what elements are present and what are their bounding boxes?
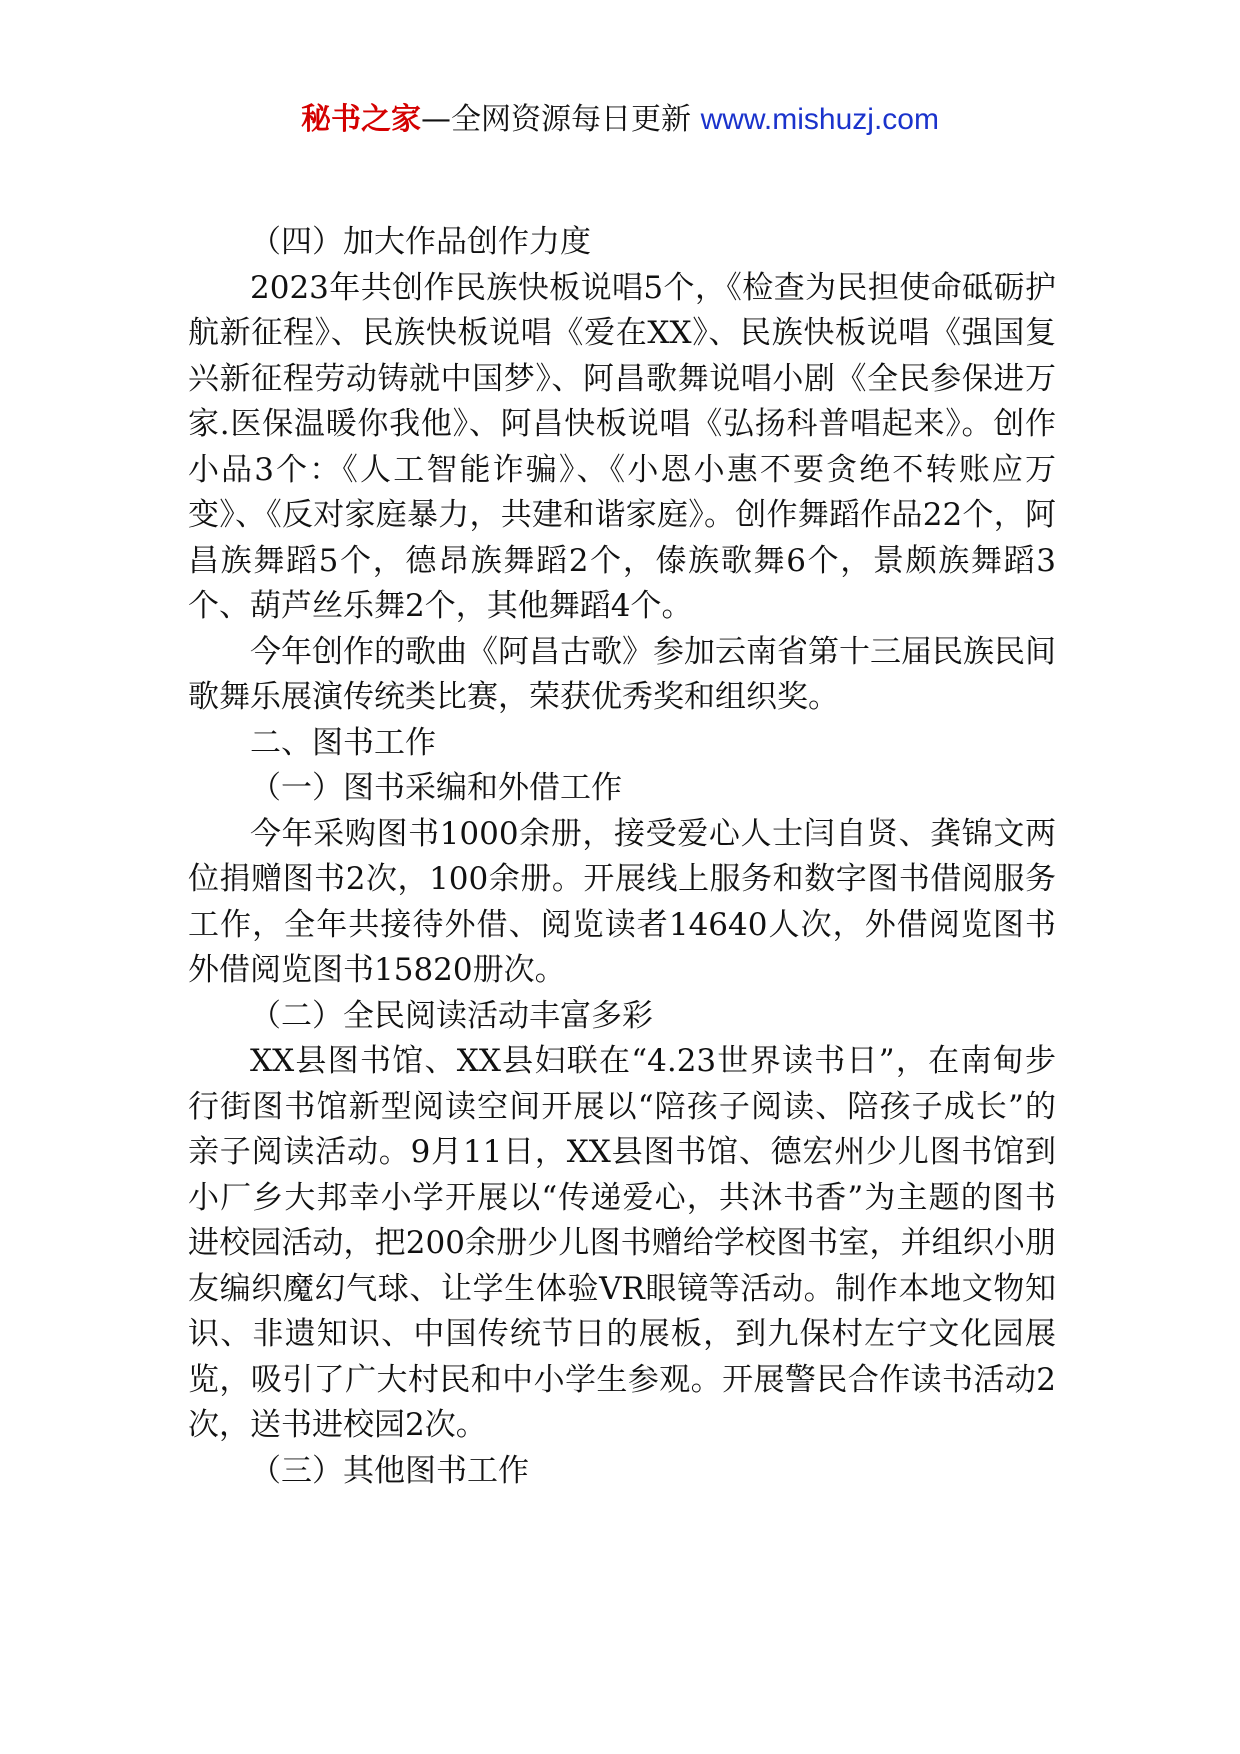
paragraph-song-award: 今年创作的歌曲《阿昌古歌》参加云南省第十三届民族民间歌舞乐展演传统类比赛，荣获优秀奖和组织奖。 bbox=[188, 633, 1056, 715]
section-heading-1-acquisition: （一）图书采编和外借工作 bbox=[250, 770, 622, 806]
section-heading-2-reading: （二）全民阅读活动丰富多彩 bbox=[250, 997, 653, 1034]
brand-name: 秘书之家 bbox=[301, 102, 422, 137]
document-body bbox=[188, 220, 1056, 1494]
paragraph-reading-activities: XX县图书馆、XX县妇联在“4.23世界读书日”，在南甸步行街图书馆新型阅读空间开展以“陪孩子阅读、陪孩子成长”的亲子阅读活动。9月11日，XX县图书馆、德宏州少儿图书馆到小厂乡大邦幸小学开展以“传递爱心，共沐书香”为主题的图书进校园活动，把200余册少儿图书赠给学校图书室，并组织小朋友编织魔幻气球、让学生体验VR眼镜等活动。制作本地文物知识、非遗知识、中国传统节日的展板，到九保村左宁文化园展览，吸引了广大村民和中小学生参观。开展警民合作读书活动2次，送书进校园2次。 bbox=[188, 1043, 1056, 1443]
section-heading-3-other: （三）其他图书工作 bbox=[250, 1452, 529, 1489]
site-header bbox=[0, 100, 1240, 140]
site-url-link[interactable]: www.mishuzj.com bbox=[700, 103, 939, 136]
section-heading-library-work: 二、图书工作 bbox=[250, 724, 436, 761]
section-heading-4-creation: （四）加大作品创作力度 bbox=[250, 224, 591, 260]
paragraph-acquisition-details: 今年采购图书1000余册，接受爱心人士闫自贤、龚锦文两位捐赠图书2次，100余册。开展线上服务和数字图书借阅服务工作，全年共接待外借、阅览读者14640人次，外借阅览图书外借阅览图书15820册次。 bbox=[188, 815, 1056, 988]
header-tagline: —全网资源每日更新 bbox=[421, 102, 692, 137]
paragraph-creation-details: 2023年共创作民族快板说唱5个，《检查为民担使命砥砺护航新征程》、民族快板说唱《爱在XX》、民族快板说唱《强国复兴新征程劳动铸就中国梦》、阿昌歌舞说唱小剧《全民参保进万家.医保温暖你我他》、阿昌快板说唱《弘扬科普唱起来》。创作小品3个：《人工智能诈骗》、《小恩小惠不要贪绝不转账应万变》、《反对家庭暴力，共建和谐家庭》。创作舞蹈作品22个，阿昌族舞蹈5个，德昂族舞蹈2个，傣族歌舞6个，景颇族舞蹈3个、葫芦丝乐舞2个，其他舞蹈4个。 bbox=[188, 269, 1056, 624]
